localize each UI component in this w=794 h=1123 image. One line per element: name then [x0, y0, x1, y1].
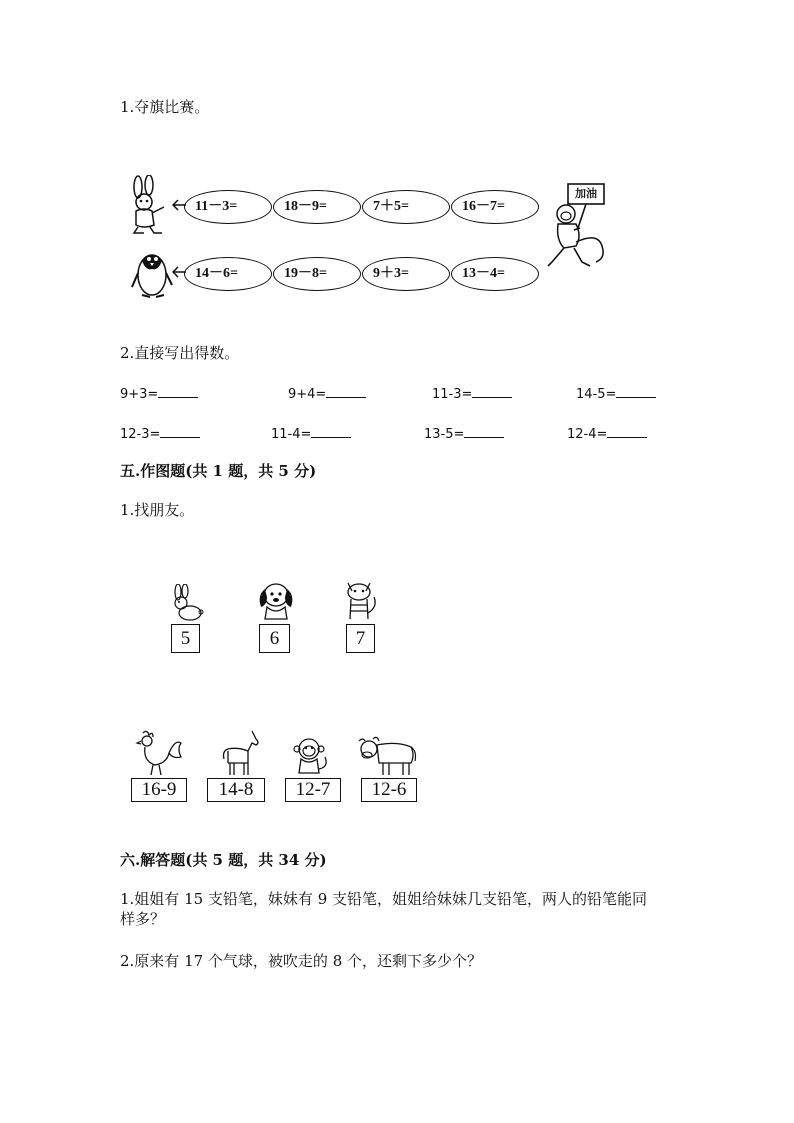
cat-icon [340, 577, 380, 621]
flag-equation-bubble: 19－8= [273, 257, 361, 291]
rabbit-icon [124, 175, 172, 235]
answer-equation [120, 424, 200, 444]
penguin-icon [128, 243, 176, 299]
equation-text: 13-5= [424, 427, 465, 442]
rooster-icon [133, 729, 185, 777]
answer-equation [424, 424, 504, 444]
answer-blank[interactable] [616, 384, 656, 398]
number-card-6[interactable]: 6 [259, 624, 290, 653]
q2-direct-title: 2.直接写出得数。 [120, 344, 240, 362]
answer-equation [288, 384, 366, 404]
section5-q1-title: 1.找朋友。 [120, 501, 195, 519]
answer-equation [120, 384, 198, 404]
equation-text: 11-3= [432, 387, 473, 402]
equation-text: 12-3= [120, 427, 161, 442]
number-card-7[interactable]: 7 [346, 624, 375, 653]
answer-blank[interactable] [311, 424, 351, 438]
section5-heading: 五.作图题(共 1 题，共 5 分) [120, 462, 317, 480]
answer-blank[interactable] [158, 384, 198, 398]
flag-equation-bubble: 16－7= [451, 190, 539, 224]
sign-label: 加油 [575, 187, 597, 200]
equation-text: 9+3= [120, 387, 159, 402]
expression-card[interactable]: 12-7 [285, 778, 341, 802]
expression-card[interactable]: 12-6 [361, 778, 417, 802]
flag-equation-bubble: 7＋5= [362, 190, 450, 224]
q1-flag-title: 1.夺旗比赛。 [120, 98, 210, 116]
monkey-with-sign-icon [546, 182, 616, 272]
flag-equation-bubble: 9＋3= [362, 257, 450, 291]
section6-heading: 六.解答题(共 5 题，共 34 分) [120, 851, 327, 869]
equation-text: 11-4= [271, 427, 312, 442]
equation-text: 14-5= [576, 387, 617, 402]
horse-icon [218, 729, 264, 777]
expression-card[interactable]: 14-8 [207, 778, 265, 802]
cow-icon [357, 735, 419, 777]
expression-card[interactable]: 16-9 [131, 778, 187, 802]
answer-equation [567, 424, 647, 444]
flag-equation-bubble: 13－4= [451, 257, 539, 291]
section6-q1-line2: 样多？ [120, 910, 166, 928]
answer-blank[interactable] [326, 384, 366, 398]
puppy-icon [255, 579, 297, 621]
flag-equation-bubble: 14－6= [184, 257, 272, 291]
monkey-icon [291, 737, 331, 777]
answer-blank[interactable] [472, 384, 512, 398]
answer-equation [576, 384, 656, 404]
equation-text: 12-4= [567, 427, 608, 442]
answer-blank[interactable] [464, 424, 504, 438]
section6-q2: 2.原来有 17 个气球，被吹走的 8 个，还剩下多少个？ [120, 952, 483, 970]
flag-equation-bubble: 18－9= [273, 190, 361, 224]
answer-equation [271, 424, 351, 444]
section6-q1-line1: 1.姐姐有 15 支铅笔，妹妹有 9 支铅笔，姐姐给妹妹几支铅笔，两人的铅笔能同 [120, 890, 648, 908]
answer-blank[interactable] [160, 424, 200, 438]
answer-equation [432, 384, 512, 404]
equation-text: 9+4= [288, 387, 327, 402]
number-card-5[interactable]: 5 [171, 624, 200, 653]
answer-blank[interactable] [607, 424, 647, 438]
flag-equation-bubble: 11－3= [184, 190, 272, 224]
rabbit-icon [168, 584, 204, 622]
